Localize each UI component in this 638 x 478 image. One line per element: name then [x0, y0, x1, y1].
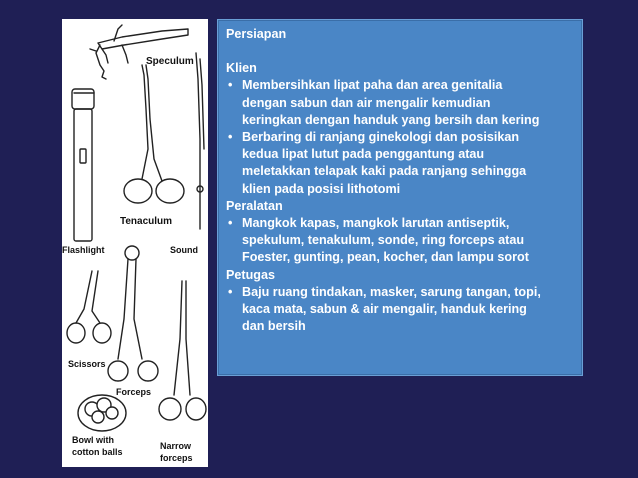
- bullet-dot: •: [228, 130, 233, 145]
- label-narrow-1: Narrow: [160, 441, 192, 451]
- bullet-text-line: spekulum, tenakulum, sonde, ring forceps atau: [242, 233, 525, 248]
- flashlight-drawing: [72, 89, 94, 241]
- section-heading-peralatan: Peralatan: [226, 198, 283, 213]
- sound-drawing: [196, 53, 204, 229]
- label-flashlight: Flashlight: [62, 245, 105, 255]
- bullet-text-line: kaca mata, sabun & air mengalir, handuk kering: [242, 302, 527, 317]
- tenaculum-drawing: [124, 65, 184, 203]
- bowl-drawing: [78, 395, 126, 431]
- section-heading-petugas: Petugas: [226, 267, 275, 282]
- label-speculum: Speculum: [146, 56, 194, 67]
- bullet-dot: •: [228, 284, 233, 299]
- label-narrow-2: forceps: [160, 453, 193, 463]
- bullet-dot: •: [228, 78, 233, 93]
- preparation-panel: [217, 19, 583, 376]
- bullet-text-line: Berbaring di ranjang ginekologi dan posisikan: [242, 130, 520, 145]
- label-tenaculum: Tenaculum: [120, 216, 173, 227]
- petugas-bullet-1: [226, 284, 574, 336]
- narrow-forceps-drawing: [159, 281, 206, 420]
- bullet-text-line: dengan sabun dan air mengalir kemudian: [242, 95, 491, 110]
- forceps-drawing: [108, 246, 158, 381]
- label-forceps: Forceps: [116, 387, 152, 397]
- bullet-text-line: kedua lipat lutut pada penggantung atau: [242, 147, 485, 162]
- panel-title: Persiapan: [226, 27, 287, 41]
- scissors-drawing: [67, 271, 111, 343]
- bullet-text-line: meletakkan telapak kaki pada ranjang sehingga: [242, 164, 527, 179]
- bullet-text-line: klien pada posisi lithotomi: [242, 181, 401, 196]
- bullet-text-line: Membersihkan lipat paha dan area genitalia: [242, 78, 503, 93]
- bullet-text-line: Foester, gunting, pean, kocher, dan lampu sorot: [242, 250, 529, 265]
- instruments-illustration: [62, 19, 208, 467]
- bullet-text-line: Mangkok kapas, mangkok larutan antiseptik,: [242, 216, 510, 231]
- bullet-dot: •: [228, 216, 233, 231]
- label-bowl-1: Bowl with: [72, 435, 114, 445]
- section-heading-klien: Klien: [226, 61, 257, 76]
- klien-bullet-1: [226, 77, 574, 129]
- peralatan-bullet-1: [226, 215, 574, 267]
- label-scissors: Scissors: [68, 359, 106, 369]
- speculum-drawing: [90, 25, 188, 79]
- klien-bullet-2: [226, 129, 574, 198]
- bullet-text-line: Baju ruang tindakan, masker, sarung tangan, topi,: [242, 284, 541, 299]
- label-bowl-2: cotton balls: [72, 447, 123, 457]
- bullet-text-line: dan bersih: [242, 319, 306, 334]
- label-sound: Sound: [170, 245, 198, 255]
- bullet-text-line: keringkan dengan handuk yang bersih dan kering: [242, 112, 540, 127]
